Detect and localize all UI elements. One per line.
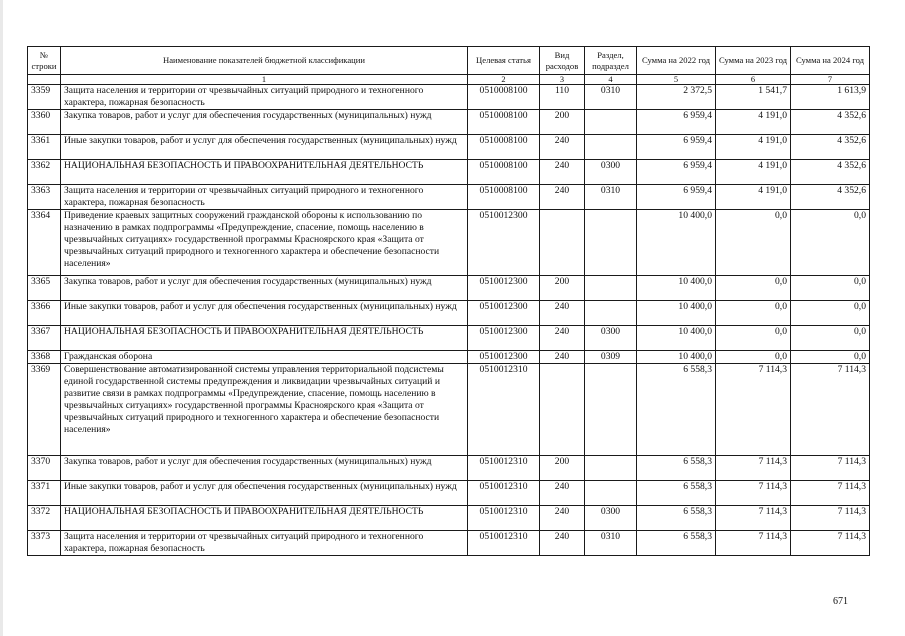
- header-num: № строки: [28, 47, 61, 75]
- row-target: 0510008100: [468, 85, 540, 110]
- row-sum-2022: 6 558,3: [637, 481, 716, 506]
- row-section: [585, 210, 637, 276]
- column-number: 1: [61, 75, 468, 85]
- header-name: Наименование показателей бюджетной классификации: [61, 47, 468, 75]
- row-type: 240: [540, 531, 585, 556]
- row-type: 200: [540, 276, 585, 301]
- row-sum-2023: 7 114,3: [716, 456, 791, 481]
- row-sum-2022: 6 959,4: [637, 110, 716, 135]
- row-name: Закупка товаров, работ и услуг для обеспечения государственных (муниципальных) нужд: [61, 456, 468, 481]
- page-number: 671: [833, 596, 848, 607]
- row-number: 3372: [28, 506, 61, 531]
- row-sum-2022: 6 959,4: [637, 135, 716, 160]
- row-sum-2022: 6 558,3: [637, 456, 716, 481]
- row-name: Защита населения и территории от чрезвычайных ситуаций природного и техногенного характера, пожарная безопасность: [61, 531, 468, 556]
- row-target: 0510008100: [468, 110, 540, 135]
- row-target: 0510012300: [468, 301, 540, 326]
- row-sum-2022: 6 558,3: [637, 506, 716, 531]
- row-section: [585, 456, 637, 481]
- row-section: 0310: [585, 85, 637, 110]
- row-number: 3369: [28, 364, 61, 456]
- row-type: [540, 364, 585, 456]
- row-section: 0310: [585, 531, 637, 556]
- row-name: Совершенствование автоматизированной системы управления территориальной подсистемы единой государственной системы предупреждения и ликвидации чрезвычайных ситуаций и развитие связи в рамках подпрограммы «Предупреждение, спасение, помощь населению в чрезвычайных ситуациях» государственной программы Красноярского края «Защита от чрезвычайных ситуаций природного и техногенного характера и обеспечение безопасности населения»: [61, 364, 468, 456]
- column-number: [28, 75, 61, 85]
- column-number: 7: [791, 75, 870, 85]
- row-name: Иные закупки товаров, работ и услуг для обеспечения государственных (муниципальных) нужд: [61, 481, 468, 506]
- row-sum-2024: 7 114,3: [791, 481, 870, 506]
- row-number: 3360: [28, 110, 61, 135]
- row-sum-2023: 7 114,3: [716, 481, 791, 506]
- row-sum-2023: 0,0: [716, 276, 791, 301]
- row-sum-2023: 0,0: [716, 326, 791, 351]
- row-name: НАЦИОНАЛЬНАЯ БЕЗОПАСНОСТЬ И ПРАВООХРАНИТЕЛЬНАЯ ДЕЯТЕЛЬНОСТЬ: [61, 326, 468, 351]
- row-section: 0300: [585, 160, 637, 185]
- row-sum-2023: 7 114,3: [716, 506, 791, 531]
- row-name: Иные закупки товаров, работ и услуг для обеспечения государственных (муниципальных) нужд: [61, 135, 468, 160]
- column-number: 3: [540, 75, 585, 85]
- row-target: 0510008100: [468, 160, 540, 185]
- row-sum-2022: 10 400,0: [637, 210, 716, 276]
- row-type: 240: [540, 481, 585, 506]
- header-target: Целевая статья: [468, 47, 540, 75]
- row-number: 3361: [28, 135, 61, 160]
- row-target: 0510012300: [468, 210, 540, 276]
- row-name: Защита населения и территории от чрезвычайных ситуаций природного и техногенного характера, пожарная безопасность: [61, 85, 468, 110]
- row-type: 240: [540, 326, 585, 351]
- row-type: 240: [540, 160, 585, 185]
- row-section: [585, 364, 637, 456]
- row-target: 0510012310: [468, 506, 540, 531]
- row-target: 0510012310: [468, 531, 540, 556]
- row-type: 200: [540, 110, 585, 135]
- column-number: 4: [585, 75, 637, 85]
- row-number: 3371: [28, 481, 61, 506]
- table-row: [28, 456, 870, 481]
- column-number: 6: [716, 75, 791, 85]
- row-sum-2024: 7 114,3: [791, 364, 870, 456]
- row-sum-2022: 10 400,0: [637, 326, 716, 351]
- row-section: [585, 481, 637, 506]
- row-sum-2023: 0,0: [716, 210, 791, 276]
- row-sum-2024: 7 114,3: [791, 456, 870, 481]
- row-number: 3366: [28, 301, 61, 326]
- header-sum-2022: Сумма на 2022 год: [637, 47, 716, 75]
- row-target: 0510008100: [468, 135, 540, 160]
- row-sum-2022: 6 558,3: [637, 531, 716, 556]
- budget-table: [27, 46, 870, 556]
- row-section: 0300: [585, 326, 637, 351]
- column-number: 5: [637, 75, 716, 85]
- table-row: [28, 364, 870, 456]
- column-number-row: [28, 75, 870, 85]
- header-section: Раздел, подраздел: [585, 47, 637, 75]
- row-type: 240: [540, 185, 585, 210]
- column-number: 2: [468, 75, 540, 85]
- row-sum-2024: 1 613,9: [791, 85, 870, 110]
- row-section: 0300: [585, 506, 637, 531]
- row-sum-2024: 4 352,6: [791, 110, 870, 135]
- row-sum-2024: 0,0: [791, 301, 870, 326]
- row-number: 3370: [28, 456, 61, 481]
- row-type: 110: [540, 85, 585, 110]
- row-type: 240: [540, 506, 585, 531]
- row-sum-2024: 0,0: [791, 326, 870, 351]
- table-row: [28, 481, 870, 506]
- row-number: 3362: [28, 160, 61, 185]
- row-target: 0510008100: [468, 185, 540, 210]
- table-row: [28, 135, 870, 160]
- row-section: [585, 276, 637, 301]
- row-number: 3363: [28, 185, 61, 210]
- row-sum-2024: 4 352,6: [791, 160, 870, 185]
- row-number: 3368: [28, 351, 61, 364]
- row-sum-2022: 2 372,5: [637, 85, 716, 110]
- row-name: НАЦИОНАЛЬНАЯ БЕЗОПАСНОСТЬ И ПРАВООХРАНИТЕЛЬНАЯ ДЕЯТЕЛЬНОСТЬ: [61, 506, 468, 531]
- row-sum-2022: 10 400,0: [637, 276, 716, 301]
- header-type: Вид расходов: [540, 47, 585, 75]
- row-sum-2022: 6 959,4: [637, 160, 716, 185]
- row-sum-2022: 6 959,4: [637, 185, 716, 210]
- row-number: 3364: [28, 210, 61, 276]
- table-row: [28, 185, 870, 210]
- row-sum-2023: 4 191,0: [716, 110, 791, 135]
- row-sum-2023: 7 114,3: [716, 364, 791, 456]
- row-sum-2023: 0,0: [716, 351, 791, 364]
- row-section: 0310: [585, 185, 637, 210]
- table-row: [28, 351, 870, 364]
- row-target: 0510012310: [468, 364, 540, 456]
- table-row: [28, 506, 870, 531]
- row-number: 3359: [28, 85, 61, 110]
- table-row: [28, 326, 870, 351]
- row-section: [585, 110, 637, 135]
- row-target: 0510012300: [468, 326, 540, 351]
- row-section: [585, 135, 637, 160]
- row-number: 3365: [28, 276, 61, 301]
- header-sum-2023: Сумма на 2023 год: [716, 47, 791, 75]
- table-row: [28, 301, 870, 326]
- table-body: [28, 85, 870, 556]
- table-row: [28, 531, 870, 556]
- row-sum-2024: 7 114,3: [791, 531, 870, 556]
- row-sum-2024: 0,0: [791, 351, 870, 364]
- row-type: 200: [540, 456, 585, 481]
- row-sum-2022: 10 400,0: [637, 351, 716, 364]
- row-sum-2023: 4 191,0: [716, 160, 791, 185]
- table-row: [28, 276, 870, 301]
- row-name: Приведение краевых защитных сооружений гражданской обороны к использованию по назначению в рамках подпрограммы «Предупреждение, спасение, помощь населению в чрезвычайных ситуациях» государственной программы Красноярского края «Защита от чрезвычайных ситуаций природного и техногенного характера и обеспечение безопасности населения»: [61, 210, 468, 276]
- row-type: [540, 210, 585, 276]
- row-sum-2024: 7 114,3: [791, 506, 870, 531]
- row-sum-2023: 4 191,0: [716, 135, 791, 160]
- row-name: Иные закупки товаров, работ и услуг для обеспечения государственных (муниципальных) нужд: [61, 301, 468, 326]
- header-row: [28, 47, 870, 75]
- table-row: [28, 160, 870, 185]
- row-target: 0510012300: [468, 276, 540, 301]
- row-name: НАЦИОНАЛЬНАЯ БЕЗОПАСНОСТЬ И ПРАВООХРАНИТЕЛЬНАЯ ДЕЯТЕЛЬНОСТЬ: [61, 160, 468, 185]
- table-row: [28, 85, 870, 110]
- row-sum-2024: 4 352,6: [791, 185, 870, 210]
- row-type: 240: [540, 351, 585, 364]
- row-type: 240: [540, 301, 585, 326]
- row-sum-2022: 6 558,3: [637, 364, 716, 456]
- row-section: 0309: [585, 351, 637, 364]
- row-name: Гражданская оборона: [61, 351, 468, 364]
- scan-edge: [0, 0, 3, 636]
- row-sum-2023: 1 541,7: [716, 85, 791, 110]
- table-row: [28, 210, 870, 276]
- table-row: [28, 110, 870, 135]
- row-name: Закупка товаров, работ и услуг для обеспечения государственных (муниципальных) нужд: [61, 276, 468, 301]
- row-sum-2024: 0,0: [791, 210, 870, 276]
- row-name: Закупка товаров, работ и услуг для обеспечения государственных (муниципальных) нужд: [61, 110, 468, 135]
- row-target: 0510012310: [468, 456, 540, 481]
- row-sum-2023: 4 191,0: [716, 185, 791, 210]
- row-sum-2023: 7 114,3: [716, 531, 791, 556]
- row-target: 0510012310: [468, 481, 540, 506]
- table-header: [28, 47, 870, 85]
- row-sum-2024: 0,0: [791, 276, 870, 301]
- row-sum-2024: 4 352,6: [791, 135, 870, 160]
- row-sum-2023: 0,0: [716, 301, 791, 326]
- row-type: 240: [540, 135, 585, 160]
- row-sum-2022: 10 400,0: [637, 301, 716, 326]
- row-name: Защита населения и территории от чрезвычайных ситуаций природного и техногенного характера, пожарная безопасность: [61, 185, 468, 210]
- header-sum-2024: Сумма на 2024 год: [791, 47, 870, 75]
- row-number: 3373: [28, 531, 61, 556]
- row-section: [585, 301, 637, 326]
- row-number: 3367: [28, 326, 61, 351]
- row-target: 0510012300: [468, 351, 540, 364]
